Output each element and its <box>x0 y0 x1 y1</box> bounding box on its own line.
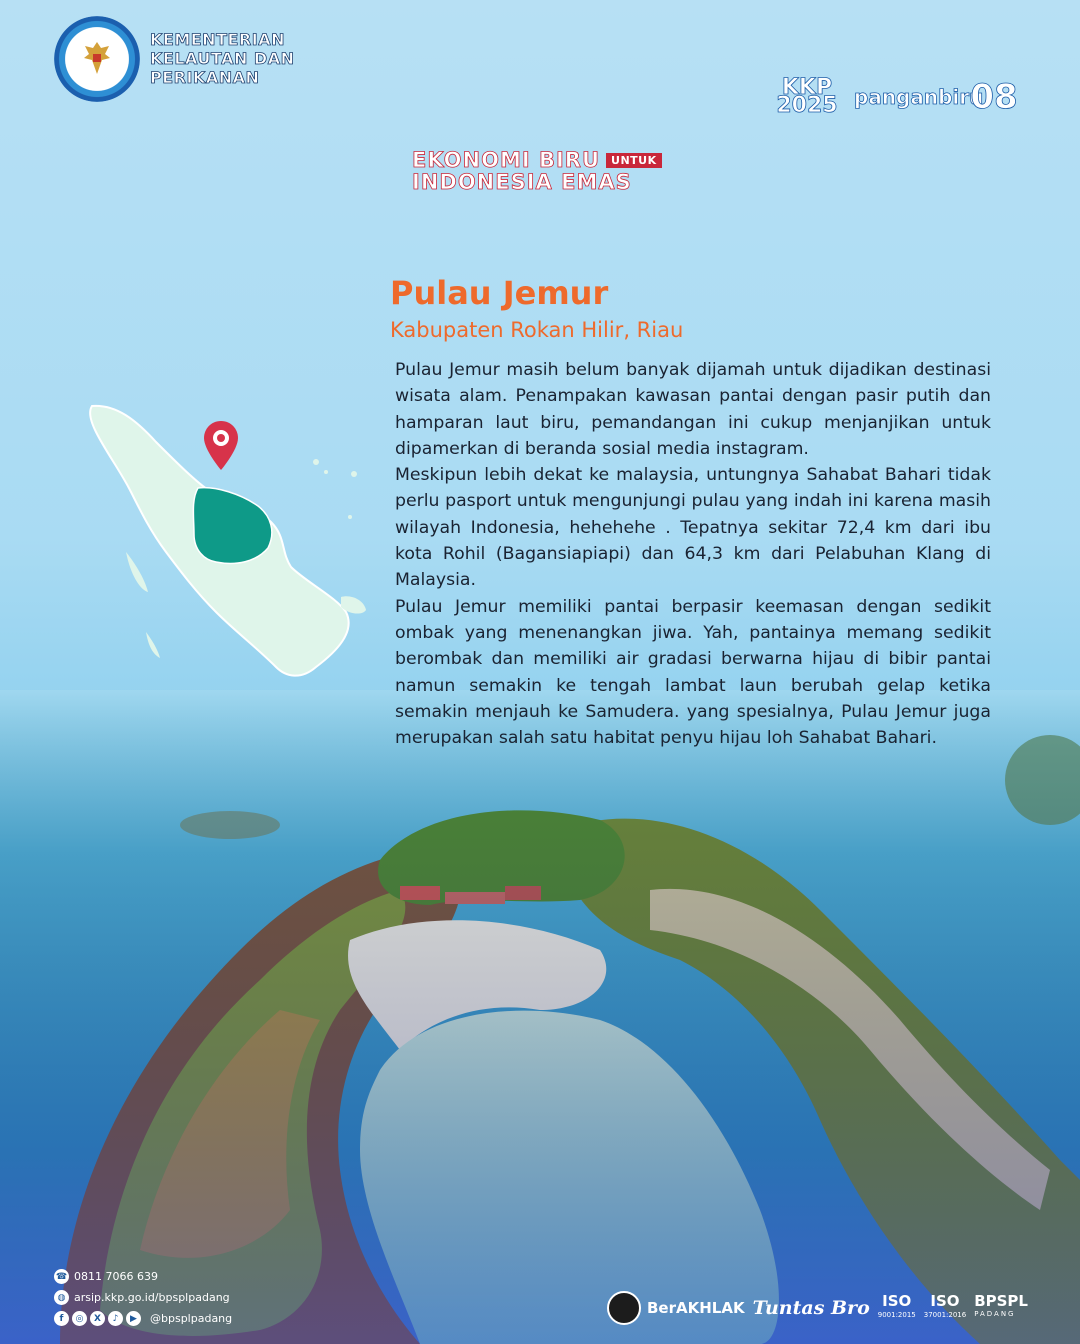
article-paragraph-1: Pulau Jemur masih belum banyak dijamah untuk dijadikan destinasi wisata alam. Penampakan kawasan pantai dengan pasir putih dan hamparan laut biru, pemandangan ini cukup menjanjikan untuk dipamerkan di beranda sosial media instagram. <box>395 360 991 459</box>
kkp-2025-logo: KKP 2025 <box>776 75 838 118</box>
berakhlak-logo: BerAKHLAK <box>607 1291 745 1325</box>
priority-08-logo: 08 <box>970 77 1018 117</box>
tiktok-icon[interactable]: ♪ <box>108 1311 123 1326</box>
page-title: Pulau Jemur <box>390 274 609 312</box>
kkp-emblem-logo <box>54 16 140 102</box>
garuda-icon <box>82 40 112 76</box>
website-url[interactable]: arsip.kkp.go.id/bpsplpadang <box>74 1291 230 1304</box>
article-paragraph-3: Pulau Jemur memiliki pantai berpasir keemasan dengan sedikit ombak yang menenangkan jiwa. Yah, pantainya memang sedikit berombak dan memiliki air gradasi berwarna hijau di bibir pantai namun semakin ke tengah lambat laun berubah gelap ketika semakin menjauh ke Samudera. yang spesialnya, Pulau Jemur juga merupakan salah satu habitat penyu hijau loh Sahabat Bahari. <box>395 596 991 749</box>
article-body <box>395 357 991 751</box>
tagline <box>412 148 672 194</box>
partner-logos <box>770 76 1020 118</box>
phone-icon: ☎ <box>54 1269 69 1284</box>
social-handle[interactable]: @bpsplpadang <box>150 1312 233 1325</box>
youtube-icon[interactable]: ▶ <box>126 1311 141 1326</box>
page-subtitle: Kabupaten Rokan Hilir, Riau <box>390 318 684 342</box>
facebook-icon[interactable]: f <box>54 1311 69 1326</box>
tagline-line2: INDONESIA EMAS <box>412 170 632 194</box>
contact-info <box>54 1266 232 1329</box>
island-aerial-scene <box>0 690 1080 1344</box>
tagline-badge: UNTUK <box>606 153 662 168</box>
x-icon[interactable]: X <box>90 1311 105 1326</box>
tagline-line1: EKONOMI BIRU <box>412 148 601 172</box>
footer-logos <box>607 1288 1028 1328</box>
location-pin-icon <box>202 420 240 472</box>
riau-region <box>193 488 271 564</box>
iso-9001-logo: ISO 9001:2015 <box>877 1292 916 1319</box>
contact-phone <box>54 1266 232 1287</box>
seal-icon <box>607 1291 641 1325</box>
contact-social <box>54 1308 232 1329</box>
article-paragraph-2: Meskipun lebih dekat ke malaysia, untungnya Sahabat Bahari tidak perlu pasport untuk mengunjungi pulau yang indah ini karena masih wilayah Indonesia, hehehehe . Tepatnya sekitar 72,4 km dari ibu kota Rohil (Bagansiapiapi) dan 64,3 km dari Pelabuhan Klang di Malaysia. <box>395 465 991 591</box>
iso-37001-logo: ISO 37001:2016 <box>923 1292 967 1319</box>
ministry-name: KEMENTERIAN KELAUTAN DAN PERIKANAN <box>150 30 295 87</box>
phone-number: 0811 7066 639 <box>74 1270 158 1283</box>
instagram-icon[interactable]: ◎ <box>72 1311 87 1326</box>
social-icons <box>54 1311 141 1326</box>
bpspl-logo: BPSPL PADANG <box>974 1292 1028 1318</box>
globe-icon: ◍ <box>54 1290 69 1305</box>
tuntas-bro-logo: Tuntas Bro <box>752 1297 870 1319</box>
panganbiru-logo: panganbiru <box>854 85 984 109</box>
contact-website <box>54 1287 232 1308</box>
